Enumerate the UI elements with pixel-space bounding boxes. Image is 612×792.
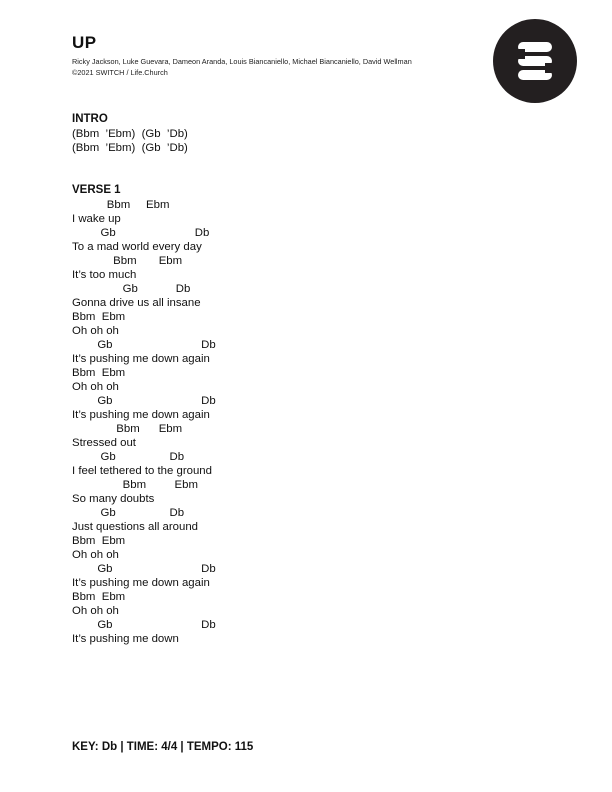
verse-line: Gb Db <box>72 507 185 519</box>
verse-line: Oh oh oh <box>72 325 119 337</box>
verse-line: Bbm Ebm <box>72 311 126 323</box>
verse-line: So many doubts <box>72 493 155 505</box>
verse-line: It’s pushing me down again <box>72 353 210 365</box>
verse-line: I wake up <box>72 213 121 225</box>
verse-line: It’s pushing me down again <box>72 409 210 421</box>
verse-line: Gb Db <box>72 563 216 575</box>
verse-line: Oh oh oh <box>72 549 119 561</box>
verse-line: Bbm Ebm <box>72 591 126 603</box>
verse-line: Just questions all around <box>72 521 199 533</box>
verse-line: It’s too much <box>72 269 137 281</box>
song-credits <box>72 57 412 78</box>
verse-line: Bbm Ebm <box>72 199 170 211</box>
verse-line: Gb Db <box>72 395 216 407</box>
intro-heading: INTRO <box>72 113 108 125</box>
intro-line: (Bbm ’Ebm) (Gb ’Db) <box>72 128 188 140</box>
song-title: UP <box>72 33 97 52</box>
verse-line: Gb Db <box>72 339 216 351</box>
verse-line: It’s pushing me down again <box>72 577 210 589</box>
verse-line: Bbm Ebm <box>72 535 126 547</box>
verse-line: Bbm Ebm <box>72 255 183 267</box>
intro-chord-lines <box>72 127 188 155</box>
verse-line: Gb Db <box>72 227 210 239</box>
verse-line: Bbm Ebm <box>72 479 198 491</box>
song-info-footer: KEY: Db | TIME: 4/4 | TEMPO: 115 <box>72 741 254 753</box>
verse-line: I feel tethered to the ground <box>72 465 212 477</box>
intro-line: (Bbm ’Ebm) (Gb ’Db) <box>72 142 188 154</box>
verse-line: Bbm Ebm <box>72 423 183 435</box>
verse-line: Gb Db <box>72 619 216 631</box>
verse-line: Oh oh oh <box>72 381 119 393</box>
switch-s-logo-icon <box>493 19 577 103</box>
verse-line: Gonna drive us all insane <box>72 297 201 309</box>
verse-line: Stressed out <box>72 437 136 449</box>
copyright-line: ©2021 SWITCH / Life.Church <box>72 67 168 77</box>
verse1-lines <box>72 198 216 646</box>
verse-line: Bbm Ebm <box>72 367 126 379</box>
verse-line: Gb Db <box>72 283 191 295</box>
verse-line: It’s pushing me down <box>72 633 179 645</box>
verse-line: To a mad world every day <box>72 241 202 253</box>
writers-line: Ricky Jackson, Luke Guevara, Dameon Aranda, Louis Biancaniello, Michael Biancaniello, David Wellman <box>72 57 412 66</box>
verse1-heading: VERSE 1 <box>72 184 121 196</box>
verse-line: Oh oh oh <box>72 605 119 617</box>
verse-line: Gb Db <box>72 451 185 463</box>
